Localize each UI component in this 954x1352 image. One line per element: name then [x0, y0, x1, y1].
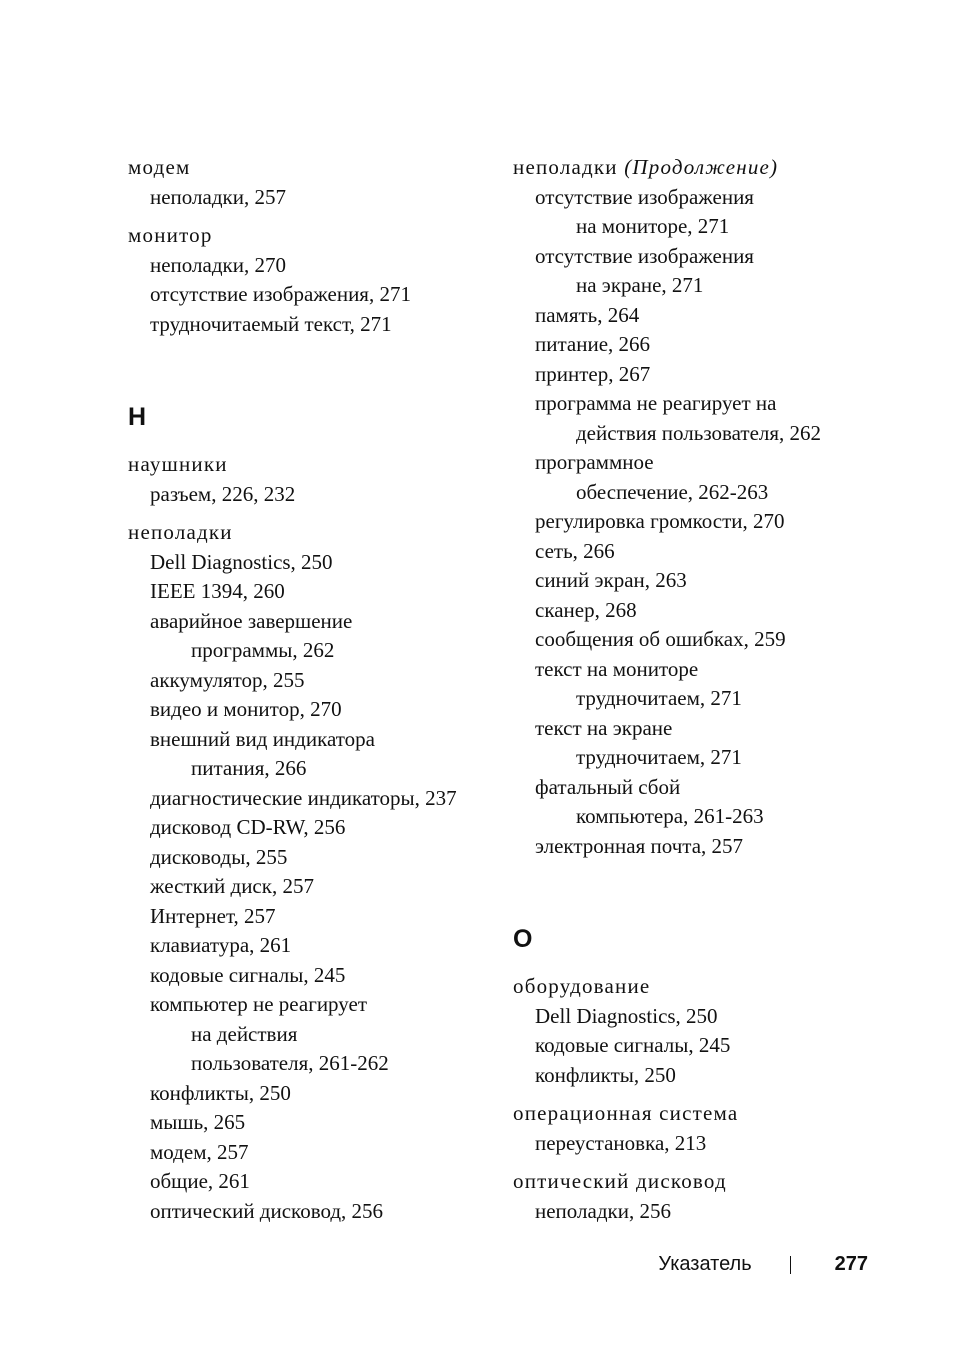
index-subentry: жесткий диск, 257 [150, 874, 314, 898]
index-subentry: синий экран, 263 [535, 568, 687, 592]
index-column-right [513, 153, 913, 1235]
index-groups [128, 450, 498, 1226]
index-subentry: питание, 266 [535, 332, 651, 356]
index-heading [128, 518, 498, 548]
index-column-left [128, 153, 498, 1235]
index-heading [128, 153, 498, 183]
index-subentry-continuation: питания, 266 [191, 756, 307, 780]
index-subentry: аварийное завершение [150, 608, 353, 633]
index-subentry: отсутствие изображения [535, 184, 754, 209]
index-subentry: Dell Diagnostics, 250 [150, 549, 333, 574]
index-subentry: отсутствие изображения [535, 243, 754, 268]
index-groups [513, 153, 913, 861]
index-subentry: дисковод CD-RW, 256 [150, 815, 346, 839]
continued-label: (Продолжение) [624, 155, 779, 179]
index-heading [513, 153, 913, 183]
index-heading-text: операционная система [513, 1101, 739, 1125]
index-entry-group [513, 153, 913, 861]
index-subentry: конфликты, 250 [150, 1080, 291, 1105]
index-subentry-continuation: на действия [191, 1021, 298, 1046]
index-entry-group [128, 153, 498, 212]
index-subentry: текст на мониторе [535, 656, 699, 681]
index-entry-group [128, 221, 498, 339]
index-subentry: текст на экране [535, 715, 673, 740]
index-subentry-continuation: действия пользователя, 262 [576, 420, 822, 445]
index-subentry: принтер, 267 [535, 361, 651, 386]
index-subentry: фатальный сбой [535, 774, 681, 799]
index-heading-text: оптический дисковод [513, 1169, 727, 1193]
index-heading [513, 1099, 913, 1129]
index-subentry-continuation: компьютера, 261-263 [576, 804, 764, 828]
index-subentry: общие, 261 [150, 1169, 250, 1193]
index-subentry: аккумулятор, 255 [150, 667, 305, 692]
index-subentry: IEEE 1394, 260 [150, 579, 285, 603]
index-subentry-continuation: пользователя, 261-262 [191, 1051, 389, 1075]
index-subentry: электронная почта, 257 [535, 833, 744, 858]
footer-divider [790, 1256, 791, 1274]
index-subentry: диагностические индикаторы, 237 [150, 785, 457, 810]
index-heading [128, 450, 498, 480]
index-entry-group [513, 1099, 913, 1158]
index-subentry: компьютер не реагирует [150, 992, 368, 1016]
index-subentry-continuation: на мониторе, 271 [576, 214, 730, 238]
index-subentry: неполадки, 270 [150, 252, 286, 277]
index-groups [128, 153, 498, 339]
index-subentry: сообщения об ошибках, 259 [535, 627, 786, 651]
index-subentry-continuation: трудночитаем, 271 [576, 686, 742, 710]
index-subentry: оптический дисковод, 256 [150, 1198, 384, 1223]
index-subentry: кодовые сигналы, 245 [150, 962, 346, 987]
index-subentry: память, 264 [535, 302, 640, 327]
index-entry-group [513, 972, 913, 1090]
section-letter: Н [128, 403, 147, 431]
index-subentry: неполадки, 256 [535, 1198, 671, 1223]
index-subentry: внешний вид индикатора [150, 726, 375, 751]
index-heading [513, 1167, 913, 1197]
index-subentry-continuation: программы, 262 [191, 638, 335, 662]
index-subentry: сканер, 268 [535, 597, 637, 622]
index-heading-text: неполадки [128, 520, 233, 544]
index-subentry-continuation: трудночитаем, 271 [576, 745, 742, 769]
index-subentry: программа не реагирует на [535, 391, 777, 415]
index-entry-group [128, 518, 498, 1226]
index-entry-group [513, 1167, 913, 1226]
index-heading-text: монитор [128, 223, 213, 247]
index-subentry: Интернет, 257 [150, 903, 276, 928]
index-subentry: регулировка громкости, 270 [535, 509, 785, 533]
index-subentry: неполадки, 257 [150, 184, 286, 209]
index-subentry: дисководы, 255 [150, 844, 288, 869]
index-subentry: переустановка, 213 [535, 1130, 707, 1155]
index-subentry: конфликты, 250 [535, 1062, 676, 1087]
page-number: 277 [834, 1253, 868, 1275]
index-subentry: видео и монитор, 270 [150, 697, 342, 721]
index-entry-group [128, 450, 498, 509]
index-subentry: Dell Diagnostics, 250 [535, 1003, 718, 1028]
index-heading-text: модем [128, 155, 191, 179]
index-heading-text: неполадки [513, 155, 618, 179]
index-heading-text: оборудование [513, 974, 651, 998]
footer-section-name: Указатель [658, 1253, 752, 1275]
section-letter: О [513, 925, 533, 953]
index-subentry: модем, 257 [150, 1139, 249, 1164]
index-groups [513, 972, 913, 1226]
index-subentry-continuation: обеспечение, 262-263 [576, 479, 769, 504]
index-heading [128, 221, 498, 251]
index-subentry-continuation: на экране, 271 [576, 273, 704, 297]
index-subentry: сеть, 266 [535, 538, 615, 563]
index-subentry: отсутствие изображения, 271 [150, 282, 411, 306]
index-subentry: мышь, 265 [150, 1110, 246, 1134]
index-subentry: трудночитаемый текст, 271 [150, 311, 392, 336]
index-subentry: клавиатура, 261 [150, 933, 292, 957]
index-subentry: программное [535, 450, 654, 474]
index-subentry: кодовые сигналы, 245 [535, 1033, 731, 1057]
index-heading-text: наушники [128, 452, 228, 476]
page-footer [658, 1253, 868, 1276]
index-subentry: разъем, 226, 232 [150, 481, 296, 506]
index-heading [513, 972, 913, 1002]
